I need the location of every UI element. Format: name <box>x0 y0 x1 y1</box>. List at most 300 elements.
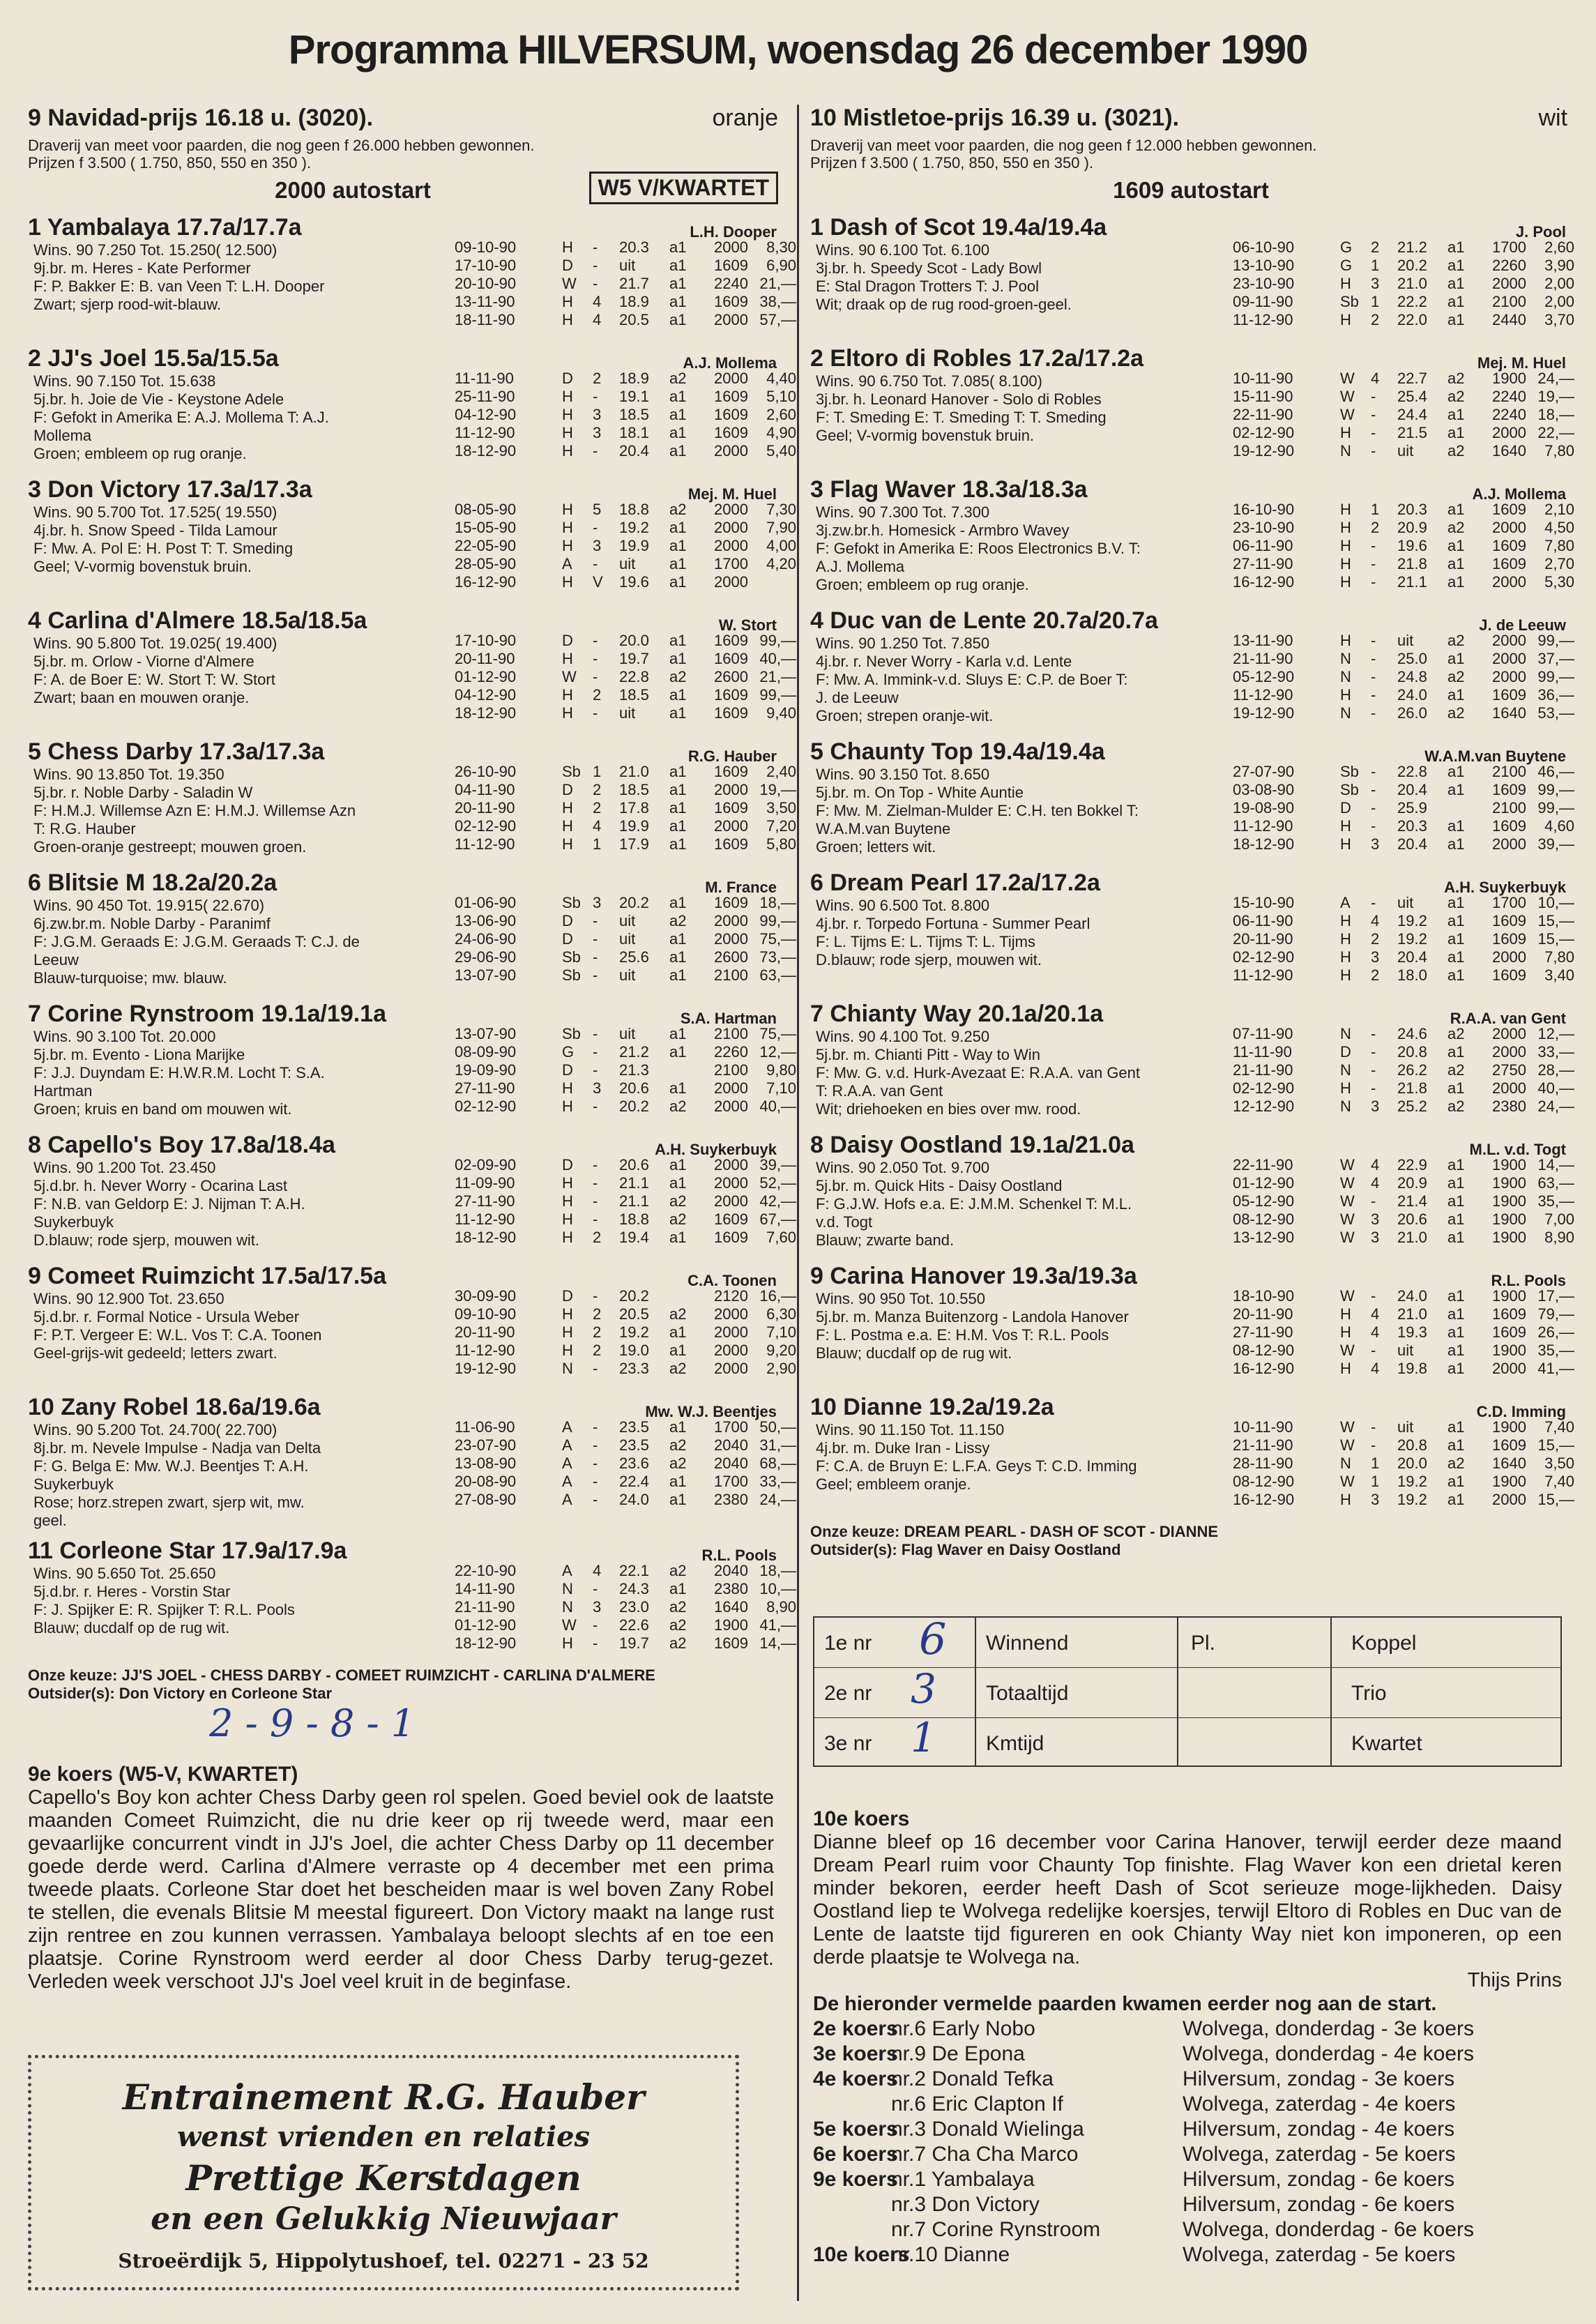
result-cell: 1609 <box>714 424 748 441</box>
result-cell: H <box>1340 948 1351 966</box>
result-cell: - <box>593 1418 598 1436</box>
result-cell: 1609 <box>1492 817 1526 835</box>
result-cell: 2000 <box>714 1079 748 1097</box>
earlier-row <box>813 2192 1562 2217</box>
result-cell: 21-11-90 <box>1233 1061 1293 1079</box>
result-cell: 13-12-90 <box>1233 1229 1295 1246</box>
result-cell: 18-10-90 <box>1233 1287 1295 1305</box>
result-cell: 21.1 <box>1397 573 1427 591</box>
result-cell: Sb <box>562 1025 581 1042</box>
result-cell: 19-12-90 <box>1233 704 1295 722</box>
result-cell: H <box>562 424 573 441</box>
result-cell: 16-12-90 <box>1233 1491 1295 1508</box>
result-cell: W <box>1340 1342 1355 1359</box>
race-10-commentary <box>813 1807 1562 1992</box>
result-cell: 20.4 <box>1397 835 1427 853</box>
horse-details <box>28 763 796 862</box>
result-cell: a2 <box>1447 370 1465 387</box>
result-cell: Sb <box>562 763 581 780</box>
horse-name: 1 Yambalaya 17.7a/17.7a <box>28 214 302 241</box>
horse-entry <box>28 1262 796 1386</box>
horse-info <box>810 372 1222 445</box>
result-cell: 21-11-90 <box>1233 650 1293 667</box>
result-cell: uit <box>1397 1342 1414 1359</box>
result-cell: H <box>562 1210 573 1228</box>
info-line: Wit; draak op de rug rood-groen-geel. <box>816 296 1072 313</box>
result-cell: 19.9 <box>619 537 649 554</box>
horse-ref: nr.6 Eric Clapton If <box>891 2093 1063 2116</box>
result-cell: 21.2 <box>619 1043 649 1061</box>
result-cell: 3,90 <box>1544 257 1574 274</box>
earlier-starters <box>813 1991 1562 2268</box>
result-cell: 2,70 <box>1544 555 1574 572</box>
result-cell: N <box>1340 704 1351 722</box>
result-cell: 1900 <box>1492 1342 1526 1359</box>
horse-info <box>28 1290 439 1362</box>
result-cell: a1 <box>669 966 687 984</box>
result-cell: 1609 <box>714 686 748 704</box>
info-line: 3j.zw.br.h. Homesick - Armbro Wavey <box>816 522 1070 539</box>
result-cell: 09-11-90 <box>1233 293 1293 310</box>
result-cell: 18.5 <box>619 781 649 798</box>
result-cell: H <box>1340 1323 1351 1341</box>
horse-details <box>810 1418 1574 1517</box>
horse-entry <box>810 476 1572 600</box>
result-cell: uit <box>1397 1418 1414 1436</box>
result-cell: - <box>593 966 598 984</box>
horse-name: 6 Blitsie M 18.2a/20.2a <box>28 869 278 896</box>
info-line: 5j.br. r. Noble Darby - Saladin W <box>33 784 253 801</box>
earlier-row <box>813 2092 1562 2117</box>
result-cell: - <box>1371 424 1376 441</box>
result-cell: 20.2 <box>1397 257 1427 274</box>
info-line: Zwart; sjerp rood-wit-blauw. <box>33 296 221 313</box>
info-line: Wins. 90 3.150 Tot. 8.650 <box>816 766 990 783</box>
result-cell: a1 <box>1447 686 1465 704</box>
result-cell: 17-10-90 <box>455 257 517 274</box>
result-cell: 07-11-90 <box>1233 1025 1293 1042</box>
result-cell: a2 <box>669 1634 687 1652</box>
result-cell: a1 <box>669 1174 687 1192</box>
result-cell: 20.2 <box>619 1287 649 1305</box>
info-line: F: Mw. A. Pol E: H. Post T: T. Smeding <box>33 540 294 557</box>
result-cell: - <box>1371 894 1376 911</box>
result-cell: 2000 <box>714 311 748 328</box>
result-cell: 17.8 <box>619 799 649 817</box>
horse-info <box>810 503 1222 594</box>
result-cell: 2000 <box>714 537 748 554</box>
result-cell: 11-12-90 <box>455 1210 515 1228</box>
result-cell: a1 <box>1447 1174 1465 1192</box>
result-label: 1e nr <box>824 1632 872 1655</box>
result-cell: - <box>593 1491 598 1508</box>
result-cell: 1609 <box>1492 781 1526 798</box>
result-cell: - <box>593 650 598 667</box>
horse-name: 8 Daisy Oostland 19.1a/21.0a <box>810 1132 1134 1158</box>
result-cell: 2,00 <box>1544 293 1574 310</box>
result-cell: 22-10-90 <box>455 1562 517 1579</box>
info-line: Wins. 90 450 Tot. 19.915( 22.670) <box>33 897 265 914</box>
result-cell: 22.9 <box>1397 1156 1427 1174</box>
result-cell: a2 <box>669 1360 687 1377</box>
result-cell: 11-12-90 <box>1233 311 1293 328</box>
result-cell: 23-07-90 <box>455 1436 517 1454</box>
result-cell: D <box>562 370 573 387</box>
horse-info <box>28 1028 439 1118</box>
race-9-column <box>28 105 796 1703</box>
result-cell: 1609 <box>714 1634 748 1652</box>
result-cell: 21.0 <box>619 763 649 780</box>
result-cell: 02-12-90 <box>1233 948 1295 966</box>
info-line: F: Mw. A. Immink-v.d. Sluys E: C.P. de Boer T: <box>816 671 1128 688</box>
result-cell: 20-11-90 <box>455 1323 515 1341</box>
result-cell: 2,90 <box>766 1360 796 1377</box>
result-cell: 11-09-90 <box>455 1174 515 1192</box>
result-cell: 05-12-90 <box>1233 668 1295 685</box>
result-cell: 3,50 <box>1544 1455 1574 1472</box>
result-cell: - <box>1371 1287 1376 1305</box>
result-cell: 40,— <box>1537 1079 1574 1097</box>
result-cell: 1609 <box>714 293 748 310</box>
result-cell: a1 <box>1447 537 1465 554</box>
result-cell: 02-12-90 <box>455 1098 517 1115</box>
result-cell: 67,— <box>759 1210 796 1228</box>
result-cell: 2000 <box>714 501 748 518</box>
result-cell: a1 <box>1447 1342 1465 1359</box>
result-cell: A <box>562 1455 572 1472</box>
horse-details <box>28 238 796 337</box>
result-cell: 29-06-90 <box>455 948 517 966</box>
info-line: Geel; V-vormig bovenstuk bruin. <box>33 558 252 575</box>
result-cell: 20-11-90 <box>455 650 515 667</box>
info-line: 5j.br. m. Manza Buitenzorg - Landola Hanover <box>816 1308 1129 1326</box>
result-cell: H <box>562 406 573 423</box>
race-number: 9e koers <box>813 2168 898 2191</box>
horse-entry <box>28 1393 796 1530</box>
ad-line-1: Entrainement R.G. Hauber <box>122 2076 645 2118</box>
result-cell: 2000 <box>714 370 748 387</box>
race-number: 5e koers <box>813 2118 898 2141</box>
result-cell: N <box>1340 1061 1351 1079</box>
result-cell: D <box>562 1061 573 1079</box>
trainer-name: A.J. Mollema <box>683 354 777 372</box>
result-cell: N <box>1340 1455 1351 1472</box>
result-cell: H <box>562 686 573 704</box>
horse-details <box>810 894 1574 993</box>
handwritten-note: 2 - 9 - 8 - 1 <box>209 1701 416 1745</box>
result-cell: 18.8 <box>619 1210 649 1228</box>
result-cell: 2000 <box>1492 650 1526 667</box>
horse-details <box>28 1562 796 1661</box>
info-line: 5j.d.br. r. Formal Notice - Ursula Weber <box>33 1308 300 1326</box>
result-cell: W <box>562 1616 577 1634</box>
result-cell: H <box>562 442 573 460</box>
venue: Wolvega, zaterdag - 5e koers <box>1183 2243 1456 2266</box>
result-cell: W <box>1340 388 1355 405</box>
result-cell: V <box>593 573 603 591</box>
result-cell: a1 <box>669 894 687 911</box>
result-cell: N <box>562 1580 573 1597</box>
result-cell: 3,70 <box>1544 311 1574 328</box>
result-cell: 19-12-90 <box>455 1360 517 1377</box>
result-cell: 3 <box>593 424 602 441</box>
race-color: oranje <box>712 105 778 131</box>
info-line: 5j.br. h. Joie de Vie - Keystone Adele <box>33 390 284 408</box>
result-cell: 42,— <box>759 1192 796 1210</box>
horse-ref: nr.3 Donald Wielinga <box>891 2118 1084 2141</box>
result-cell: a1 <box>669 424 687 441</box>
result-cell: 20.2 <box>619 1098 649 1115</box>
result-cell: 21.2 <box>1397 238 1427 256</box>
result-cell: 7,30 <box>766 501 796 518</box>
race-conditions <box>810 137 1572 172</box>
info-line: F: P. Bakker E: B. van Veen T: L.H. Dooper <box>33 278 325 295</box>
result-cell: 2100 <box>714 1025 748 1042</box>
result-cell: uit <box>619 555 636 572</box>
result-cell: - <box>1371 668 1376 685</box>
info-line: v.d. Togt <box>816 1213 873 1231</box>
result-cell: 24.8 <box>1397 668 1427 685</box>
result-cell: 7,10 <box>766 1323 796 1341</box>
info-line: Wins. 90 7.150 Tot. 15.638 <box>33 372 216 390</box>
result-cell: 11-12-90 <box>1233 686 1293 704</box>
info-line: Wins. 90 11.150 Tot. 11.150 <box>816 1421 1005 1438</box>
result-cell: 14,— <box>759 1634 796 1652</box>
result-cell: 4,60 <box>1544 817 1574 835</box>
result-cell: 1609 <box>1492 686 1526 704</box>
result-cell: 40,— <box>759 650 796 667</box>
result-cell: 2000 <box>714 573 748 591</box>
handwritten-result: 1 <box>911 1714 936 1761</box>
result-cell: 2 <box>593 799 602 817</box>
result-cell: a1 <box>669 442 687 460</box>
result-cell: 03-08-90 <box>1233 781 1295 798</box>
result-cell: A <box>562 1418 572 1436</box>
result-cell: 1900 <box>1492 1156 1526 1174</box>
horse-entry <box>810 738 1572 862</box>
info-line: 5j.d.br. r. Heres - Vorstin Star <box>33 1583 231 1600</box>
result-cell: 3 <box>593 1598 602 1616</box>
result-cell: 21.8 <box>1397 1079 1427 1097</box>
result-cell: - <box>593 555 598 572</box>
result-cell: 25.9 <box>1397 799 1427 817</box>
result-cell: W <box>1340 1473 1355 1490</box>
result-cell: a1 <box>1447 1079 1465 1097</box>
horse-info <box>810 1290 1222 1362</box>
race-number: 2e koers <box>813 2017 898 2040</box>
result-cell: a2 <box>669 668 687 685</box>
result-cell: 2040 <box>714 1455 748 1472</box>
result-cell: H <box>562 501 573 518</box>
result-cell: a1 <box>1447 930 1465 948</box>
horse-entry <box>28 738 796 862</box>
result-cell: 22-05-90 <box>455 537 517 554</box>
result-cell: 06-11-90 <box>1233 537 1293 554</box>
result-cell: a2 <box>669 1562 687 1579</box>
result-cell: A <box>562 1473 572 1490</box>
result-cell: a1 <box>669 1418 687 1436</box>
result-cell: 3 <box>1371 835 1380 853</box>
earlier-row <box>813 2167 1562 2192</box>
result-cell: uit <box>619 1025 636 1042</box>
result-cell: 13-06-90 <box>455 912 517 929</box>
result-cell: 73,— <box>759 948 796 966</box>
result-cell: 20.4 <box>1397 948 1427 966</box>
result-cell: 20.9 <box>1397 519 1427 536</box>
result-cell: 19.2 <box>1397 930 1427 948</box>
info-line: F: L. Tijms E: L. Tijms T: L. Tijms <box>816 933 1035 950</box>
result-cell: 3 <box>1371 1491 1380 1508</box>
result-cell: 17,— <box>1537 1287 1574 1305</box>
handwritten-result: 3 <box>911 1665 936 1712</box>
result-cell: 2 <box>593 686 602 704</box>
result-cell: a1 <box>1447 1156 1465 1174</box>
ad-line-2: wenst vrienden en relaties <box>176 2120 591 2153</box>
result-cell: 36,— <box>1537 686 1574 704</box>
result-cell: a2 <box>1447 1098 1465 1115</box>
horse-details <box>810 238 1574 337</box>
info-line: Wins. 90 4.100 Tot. 9.250 <box>816 1028 990 1045</box>
result-cell: G <box>1340 257 1353 274</box>
result-cell: H <box>1340 501 1351 518</box>
info-line: Wins. 90 5.800 Tot. 19.025( 19.400) <box>33 635 278 652</box>
result-cell: 08-12-90 <box>1233 1342 1295 1359</box>
result-cell: N <box>1340 650 1351 667</box>
trainer-name: M. France <box>705 879 777 896</box>
result-cell: 20.2 <box>619 894 649 911</box>
result-cell: 2 <box>593 781 602 798</box>
info-line: Blauw; zwarte band. <box>816 1231 955 1249</box>
result-cell: W <box>1340 1418 1355 1436</box>
horse-details <box>28 370 796 469</box>
result-cell: a2 <box>1447 668 1465 685</box>
result-cell: 1609 <box>714 650 748 667</box>
kmtijd-label: Kmtijd <box>986 1732 1044 1755</box>
outsiders: Outsider(s): Flag Waver en Daisy Oostland <box>810 1541 1121 1558</box>
result-cell: 13-07-90 <box>455 1025 517 1042</box>
info-line: Wit; driehoeken en bies over mw. rood. <box>816 1100 1081 1118</box>
result-cell: 02-09-90 <box>455 1156 517 1174</box>
result-cell: a2 <box>1447 704 1465 722</box>
info-line: F: J. Spijker E: R. Spijker T: R.L. Pools <box>33 1601 295 1618</box>
result-cell: - <box>593 442 598 460</box>
horse-entry <box>28 869 796 993</box>
condition-line: Draverij van meet voor paarden, die nog geen f 12.000 hebben gewonnen. <box>810 137 1317 154</box>
result-cell: 26,— <box>1537 1323 1574 1341</box>
result-cell: 7,10 <box>766 1079 796 1097</box>
venue: Wolvega, zaterdag - 4e koers <box>1183 2093 1456 2116</box>
info-line: 5j.br. m. Orlow - Viorne d'Almere <box>33 653 254 670</box>
result-cell: H <box>1340 311 1351 328</box>
result-cell: a1 <box>1447 293 1465 310</box>
result-cell: W <box>1340 1156 1355 1174</box>
horse-info <box>28 503 439 576</box>
result-cell: 15-05-90 <box>455 519 517 536</box>
result-cell: uit <box>619 966 636 984</box>
horse-list <box>810 213 1572 1517</box>
result-cell: 2 <box>593 1342 602 1359</box>
result-cell: 1900 <box>1492 1287 1526 1305</box>
result-cell: 4,00 <box>766 537 796 554</box>
info-line: Blauw; ducdalf op de rug wit. <box>33 1619 230 1636</box>
trainer-name: W.A.M.van Buytene <box>1424 747 1566 765</box>
result-cell: 99,— <box>759 912 796 929</box>
info-line: F: L. Postma e.a. E: H.M. Vos T: R.L. Pools <box>816 1326 1109 1344</box>
trainer-name: C.A. Toonen <box>687 1272 777 1289</box>
koppel-label: Koppel <box>1351 1632 1417 1655</box>
info-line: Wins. 90 12.900 Tot. 23.650 <box>33 1290 225 1307</box>
result-cell: - <box>1371 388 1376 405</box>
result-cell: 3 <box>1371 1210 1380 1228</box>
result-cell: 6,30 <box>766 1305 796 1323</box>
result-cell: 22.8 <box>1397 763 1427 780</box>
info-line: Wins. 90 3.100 Tot. 20.000 <box>33 1028 216 1045</box>
result-cell: - <box>593 275 598 292</box>
venue: Wolvega, donderdag - 6e koers <box>1183 2218 1475 2241</box>
result-cell: A <box>562 1436 572 1454</box>
result-cell: 1900 <box>1492 1210 1526 1228</box>
result-cell: 21.0 <box>1397 1229 1427 1246</box>
result-cell: 1640 <box>1492 442 1526 460</box>
result-cell: 22.6 <box>619 1616 649 1634</box>
result-cell: H <box>1340 1305 1351 1323</box>
info-line: Groen; embleem op rug oranje. <box>816 576 1029 593</box>
result-cell: 2380 <box>1492 1098 1526 1115</box>
result-cell: 21.1 <box>619 1192 649 1210</box>
result-cell: 18.8 <box>619 501 649 518</box>
result-cell: a1 <box>669 1025 687 1042</box>
result-cell: D <box>562 632 573 649</box>
result-cell: 2,40 <box>766 763 796 780</box>
result-cell: 75,— <box>759 1025 796 1042</box>
result-cell: 13-07-90 <box>455 966 517 984</box>
result-cell: 2040 <box>714 1562 748 1579</box>
horse-name: 3 Don Victory 17.3a/17.3a <box>28 476 312 503</box>
result-cell: 2120 <box>714 1287 748 1305</box>
result-cell: H <box>1340 555 1351 572</box>
horse-details <box>28 1156 796 1255</box>
result-cell: 5,30 <box>1544 573 1574 591</box>
result-cell: - <box>1371 781 1376 798</box>
result-cell: 5,80 <box>766 835 796 853</box>
result-cell: uit <box>1397 632 1414 649</box>
result-cell: 20-11-90 <box>1233 1305 1293 1323</box>
result-cell: 23.5 <box>619 1436 649 1454</box>
info-line: 5j.br. m. Quick Hits - Daisy Oostland <box>816 1177 1063 1194</box>
result-cell: 1 <box>1371 501 1380 518</box>
result-cell: 1609 <box>714 763 748 780</box>
result-cell: 7,80 <box>1544 442 1574 460</box>
result-cell: 19.7 <box>619 1634 649 1652</box>
result-cell: 2000 <box>714 519 748 536</box>
result-cell: 13-10-90 <box>1233 257 1295 274</box>
result-cell: 7,00 <box>1544 1210 1574 1228</box>
horse-ref: nr.3 Don Victory <box>891 2193 1040 2216</box>
result-cell: a1 <box>1447 1473 1465 1490</box>
result-cell: H <box>562 1305 573 1323</box>
result-cell: - <box>593 704 598 722</box>
result-cell: - <box>593 1098 598 1115</box>
info-line: Groen-oranje gestreept; mouwen groen. <box>33 838 307 856</box>
result-cell: - <box>1371 817 1376 835</box>
info-line: F: Mw. G. v.d. Hurk-Avezaat E: R.A.A. van Gent <box>816 1064 1141 1081</box>
result-cell: 20.9 <box>1397 1174 1427 1192</box>
result-cell: 21.7 <box>619 275 649 292</box>
horse-details <box>28 501 796 600</box>
result-cell: a1 <box>1447 1210 1465 1228</box>
result-cell: 2000 <box>714 1360 748 1377</box>
result-cell: a1 <box>1447 1043 1465 1061</box>
